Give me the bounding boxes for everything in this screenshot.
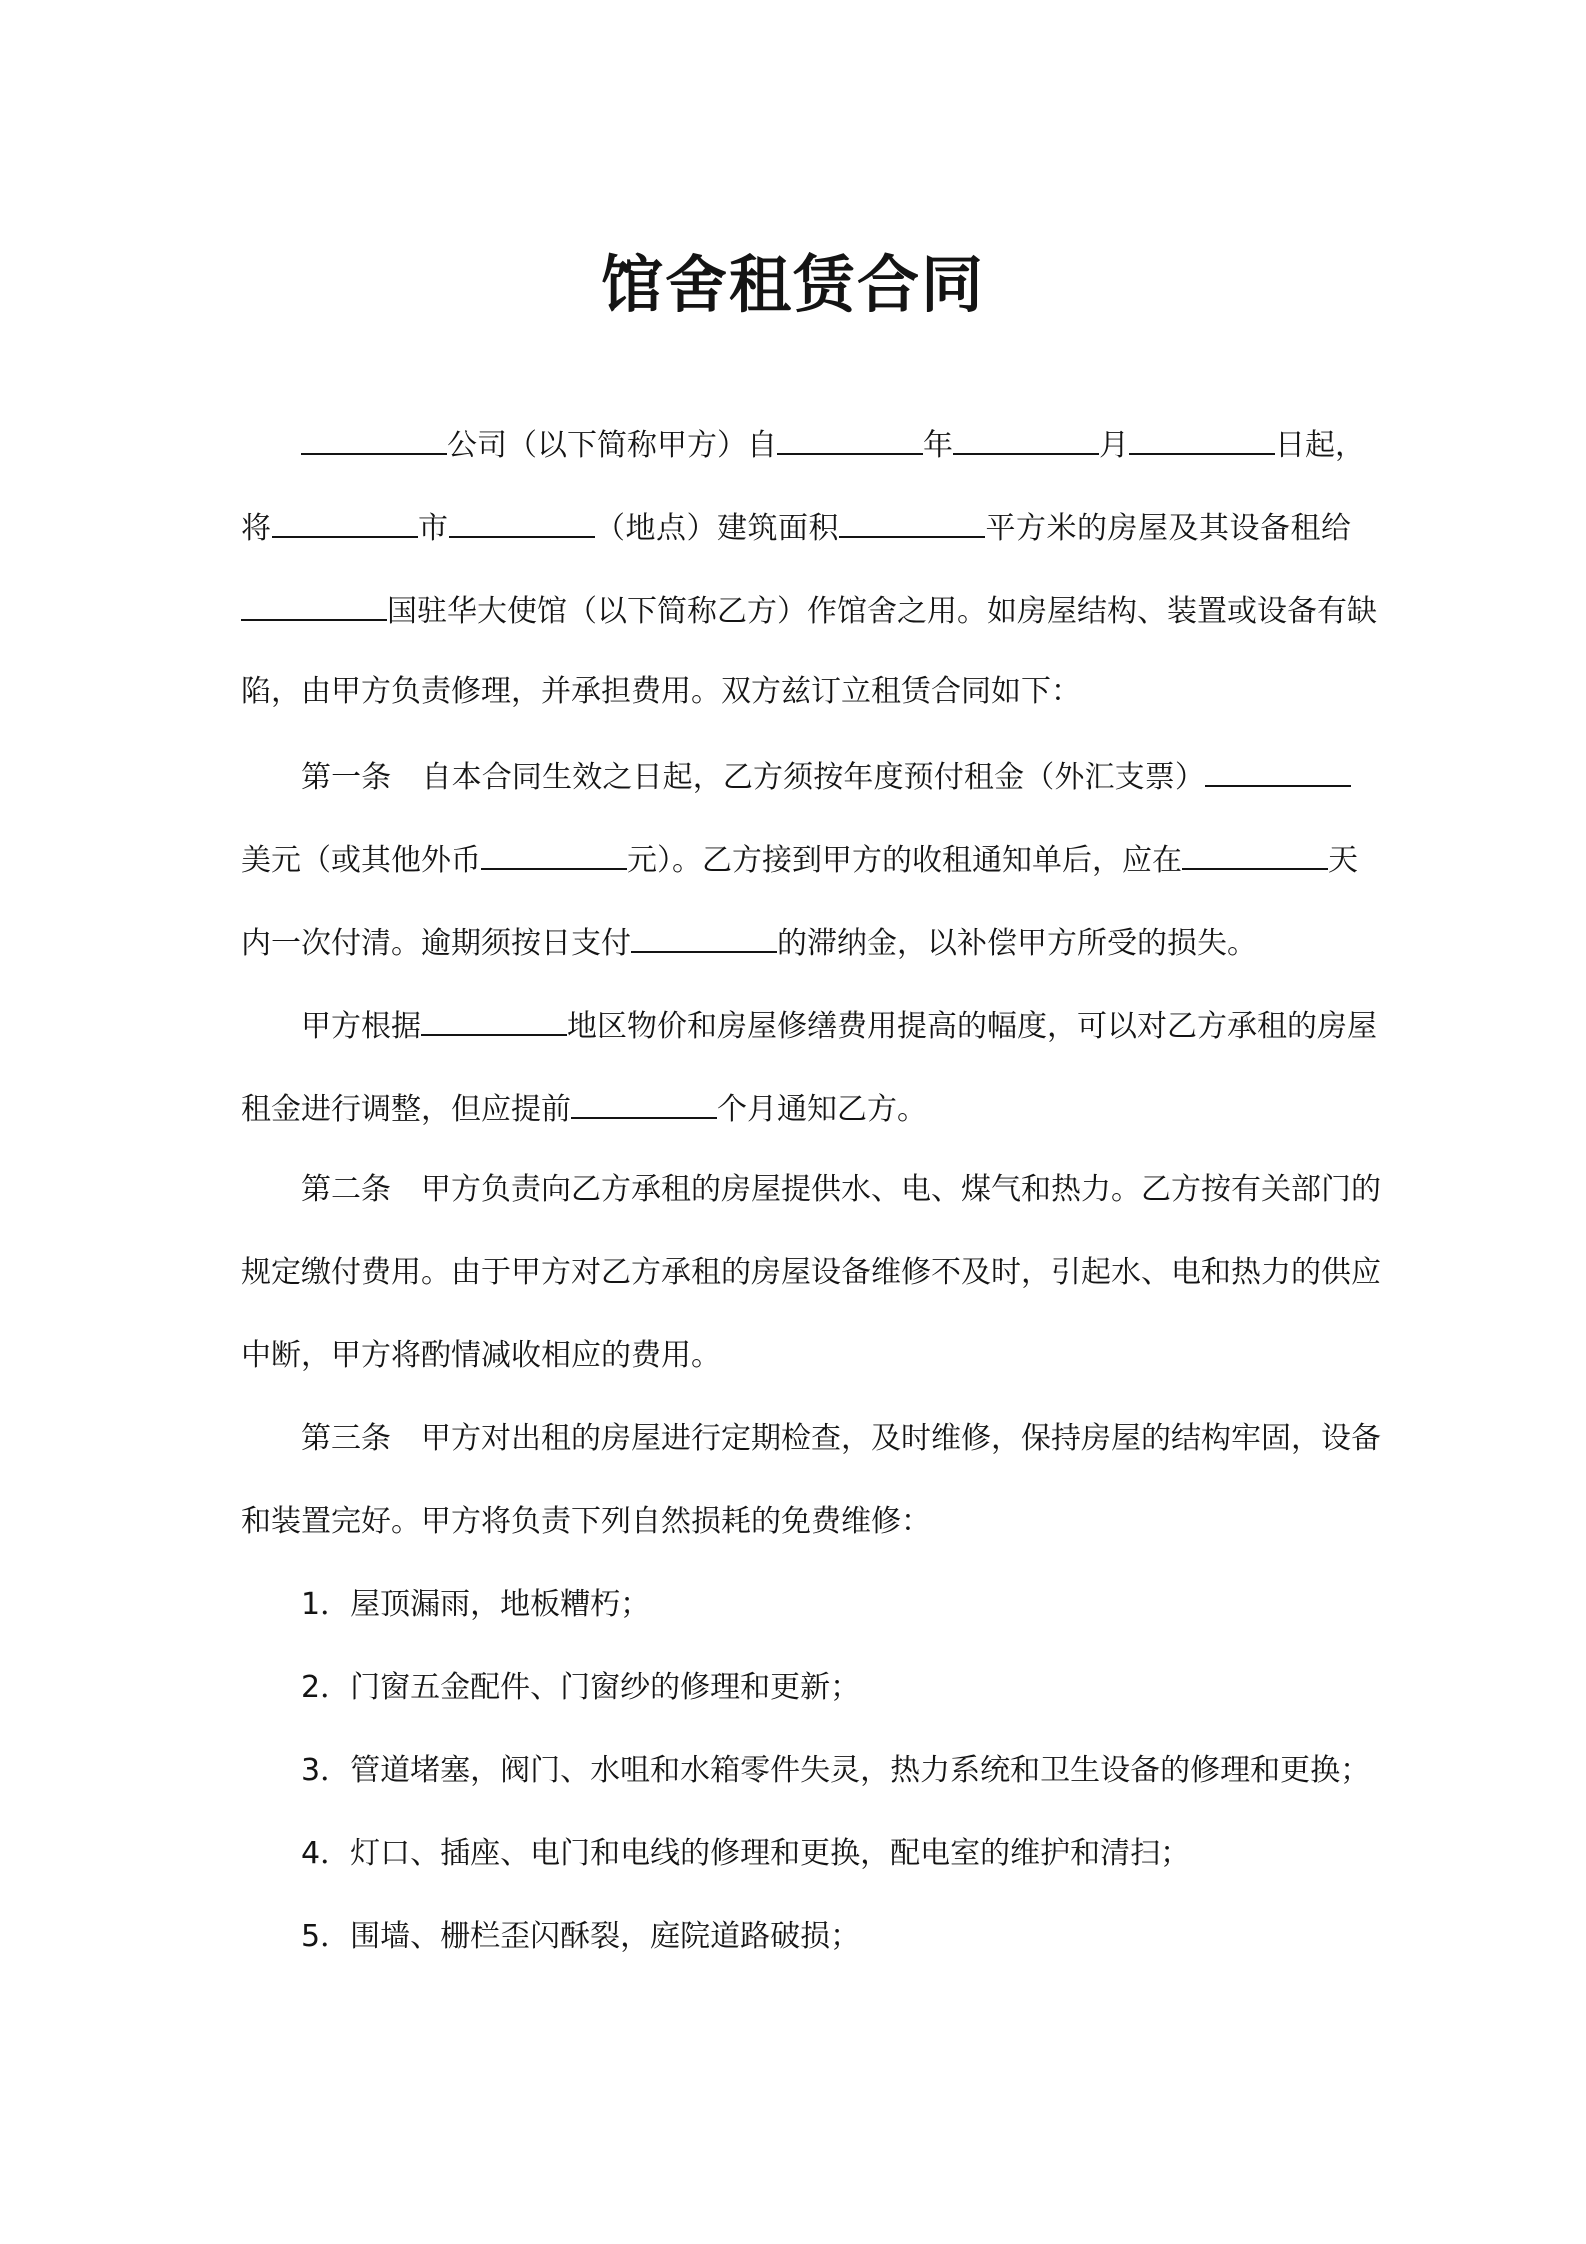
text-segment: 日起， [1275, 428, 1365, 463]
paragraph1-line4: 陷，由甲方负责修理，并承担费用。双方兹订立租赁合同如下： [241, 674, 1081, 709]
blank-field[interactable] [272, 496, 418, 538]
text-segment: 美元（或其他外币 [241, 843, 481, 878]
blank-field[interactable] [301, 413, 447, 455]
list-item: 4．灯口、插座、电门和电线的修理和更换，配电室的维护和清扫； [301, 1836, 1191, 1871]
article3-line1: 第三条 甲方对出租的房屋进行定期检查，及时维修，保持房屋的结构牢固，设备 [301, 1421, 1381, 1456]
paragraph1-line1 [301, 413, 1365, 473]
text-segment: 内一次付清。逾期须按日支付 [241, 926, 631, 961]
text-segment: 年 [923, 428, 953, 463]
article2-line3: 中断，甲方将酌情减收相应的费用。 [241, 1338, 721, 1373]
document-title: 馆舍租赁合同 [600, 248, 985, 321]
blank-field[interactable] [839, 496, 985, 538]
text-segment: 将 [241, 511, 272, 546]
blank-field[interactable] [571, 1077, 717, 1119]
article1-line2 [241, 828, 1358, 888]
article1-line1 [301, 745, 1351, 805]
list-item: 1．屋顶漏雨，地板糟朽； [301, 1587, 651, 1622]
text-segment: 月 [1099, 428, 1129, 463]
text-segment: 甲方根据 [301, 1009, 421, 1044]
blank-field[interactable] [1129, 413, 1275, 455]
text-segment: 个月通知乙方。 [717, 1092, 927, 1127]
text-segment: 元）。乙方接到甲方的收租通知单后，应在 [627, 843, 1182, 878]
paragraph1-line2 [241, 496, 1351, 556]
blank-field[interactable] [1182, 828, 1328, 870]
adjust-line1 [301, 994, 1377, 1054]
text-segment: 天 [1328, 843, 1358, 878]
blank-field[interactable] [421, 994, 567, 1036]
adjust-line2 [241, 1077, 1351, 1137]
text-segment: （地点）建筑面积 [594, 511, 839, 546]
article2-line1: 第二条 甲方负责向乙方承租的房屋提供水、电、煤气和热力。乙方按有关部门的 [301, 1172, 1381, 1207]
article2-line2: 规定缴付费用。由于甲方对乙方承租的房屋设备维修不及时，引起水、电和热力的供应 [241, 1255, 1381, 1290]
blank-field[interactable] [449, 496, 595, 538]
list-item: 3．管道堵塞，阀门、水咀和水箱零件失灵，热力系统和卫生设备的修理和更换； [301, 1753, 1371, 1788]
text-segment: 地区物价和房屋修缮费用提高的幅度，可以对乙方承租的房屋 [567, 1009, 1377, 1044]
blank-field[interactable] [631, 911, 777, 953]
text-segment: 平方米的房屋及其设备租给 [985, 511, 1351, 546]
list-item: 5．围墙、栅栏歪闪酥裂，庭院道路破损； [301, 1919, 861, 1954]
blank-field[interactable] [1205, 745, 1351, 787]
text-segment: 的滞纳金，以补偿甲方所受的损失。 [777, 926, 1257, 961]
text-segment: 公司（以下简称甲方）自 [447, 428, 777, 463]
article3-line2: 和装置完好。甲方将负责下列自然损耗的免费维修： [241, 1504, 931, 1539]
list-item: 2．门窗五金配件、门窗纱的修理和更新； [301, 1670, 861, 1705]
blank-field[interactable] [481, 828, 627, 870]
text-segment: 第一条 自本合同生效之日起，乙方须按年度预付租金（外汇支票） [301, 760, 1205, 795]
blank-field[interactable] [241, 579, 387, 621]
paragraph1-line3 [241, 579, 1377, 639]
text-segment: 市 [417, 511, 449, 546]
blank-field[interactable] [777, 413, 923, 455]
text-segment: 租金进行调整，但应提前 [241, 1092, 571, 1127]
text-segment: 国驻华大使馆（以下简称乙方）作馆舍之用。如房屋结构、装置或设备有缺 [387, 594, 1377, 629]
blank-field[interactable] [953, 413, 1099, 455]
article1-line3 [241, 911, 1351, 971]
